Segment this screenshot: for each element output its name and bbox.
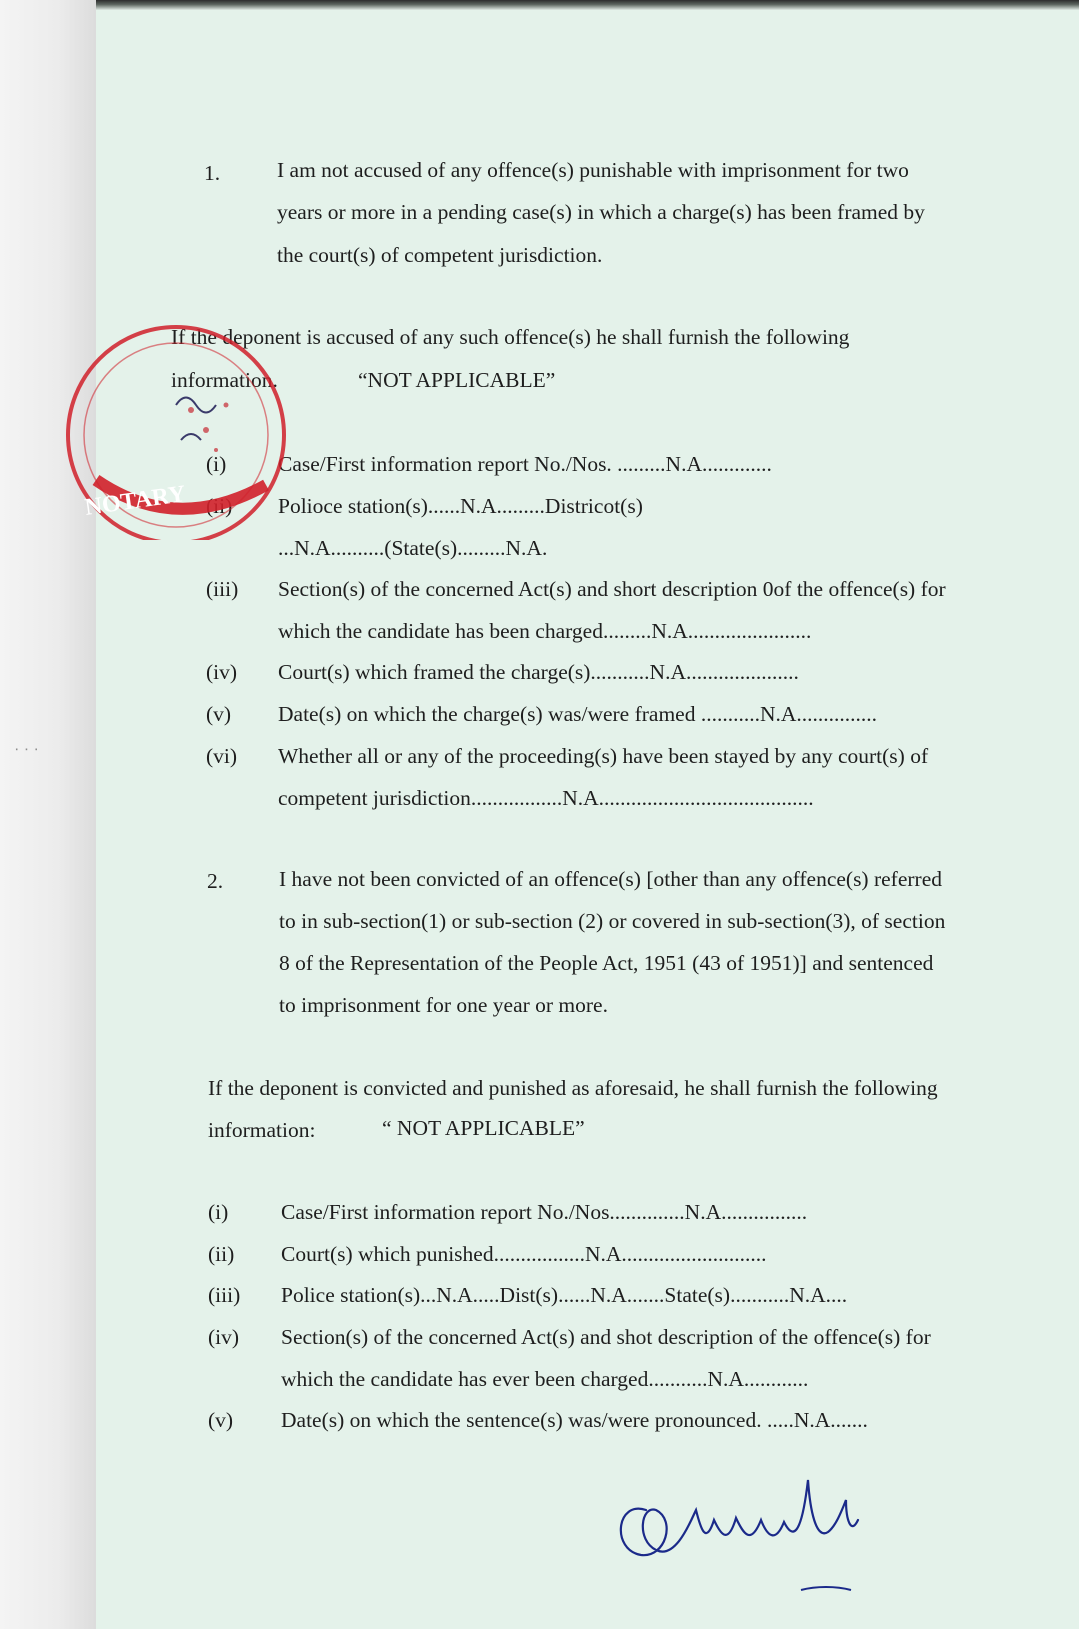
item-text: Date(s) on which the sentence(s) was/were pronounced. .....N.A....... (281, 1408, 868, 1432)
section1-line: I am not accused of any offence(s) punishable with imprisonment for two (277, 158, 909, 182)
section1-line: years or more in a pending case(s) in which a charge(s) has been framed by (277, 200, 925, 224)
item-label: (vi) (206, 744, 238, 768)
item-text: Date(s) on which the charge(s) was/were framed ...........N.A............... (278, 702, 878, 726)
item-label: (ii) (208, 1242, 235, 1266)
item-label: (i) (206, 452, 227, 476)
item-text: Whether all or any of the proceeding(s) have been stayed by any court(s) of (278, 744, 929, 768)
section2-number: 2. (207, 869, 224, 893)
strip-mark: · · · (14, 741, 39, 758)
section1-line: the court(s) of competent jurisdiction. (277, 243, 603, 267)
section2-not-applicable: “ NOT APPLICABLE” (382, 1116, 585, 1140)
item-text: Section(s) of the concerned Act(s) and short description 0of the offence(s) for (278, 577, 946, 601)
item-text: Court(s) which framed the charge(s)...........N.A..................... (278, 660, 799, 684)
item-text: Case/First information report No./Nos..............N.A................ (281, 1200, 808, 1224)
section1-condition-line: If the deponent is accused of any such offence(s) he shall furnish the following (171, 325, 850, 349)
section2-condition-line: If the deponent is convicted and punished as aforesaid, he shall furnish the following (208, 1076, 938, 1100)
item-label: (iii) (208, 1283, 241, 1307)
svg-text:NOTARY: NOTARY (83, 481, 188, 521)
section2-line: to in sub-section(1) or sub-section (2) or covered in sub-section(3), of section (279, 909, 946, 933)
section2-line: I have not been convicted of an offence(s) [other than any offence(s) referred (279, 867, 942, 891)
section2-line: to imprisonment for one year or more. (279, 993, 608, 1017)
item-text: Polioce station(s)......N.A.........Districot(s) (278, 494, 643, 518)
item-label: (v) (206, 702, 232, 726)
item-text: which the candidate has been charged.........N.A....................... (278, 619, 812, 643)
section1-not-applicable: “NOT APPLICABLE” (358, 368, 556, 392)
item-text: Case/First information report No./Nos. .........N.A............. (278, 452, 772, 476)
section2-condition-line: information: (208, 1118, 316, 1142)
section1-condition-line: information. (171, 368, 278, 392)
item-label: (i) (208, 1200, 229, 1224)
item-text: Court(s) which punished.................N.A........................... (281, 1242, 767, 1266)
item-text: ...N.A..........(State(s).........N.A. (278, 536, 548, 560)
item-label: (v) (208, 1408, 234, 1432)
section2-line: 8 of the Representation of the People Act, 1951 (43 of 1951)] and sentenced (279, 951, 934, 975)
signature (596, 1440, 896, 1600)
item-label: (iv) (208, 1325, 240, 1349)
item-label: (ii) (206, 494, 233, 518)
item-text: competent jurisdiction.................N.A........................................ (278, 786, 814, 810)
item-text: Section(s) of the concerned Act(s) and shot description of the offence(s) for (281, 1325, 931, 1349)
item-text: Police station(s)...N.A.....Dist(s)......N.A.......State(s)...........N.A.... (281, 1283, 848, 1307)
section1-number: 1. (204, 161, 221, 185)
adjacent-page-strip (0, 0, 97, 1629)
item-label: (iv) (206, 660, 238, 684)
page-top-edge (96, 0, 1079, 10)
affidavit-page (83, 10, 1079, 1629)
notary-stamp (26, 310, 356, 540)
item-label: (iii) (206, 577, 239, 601)
item-text: which the candidate has ever been charged...........N.A............ (281, 1367, 809, 1391)
